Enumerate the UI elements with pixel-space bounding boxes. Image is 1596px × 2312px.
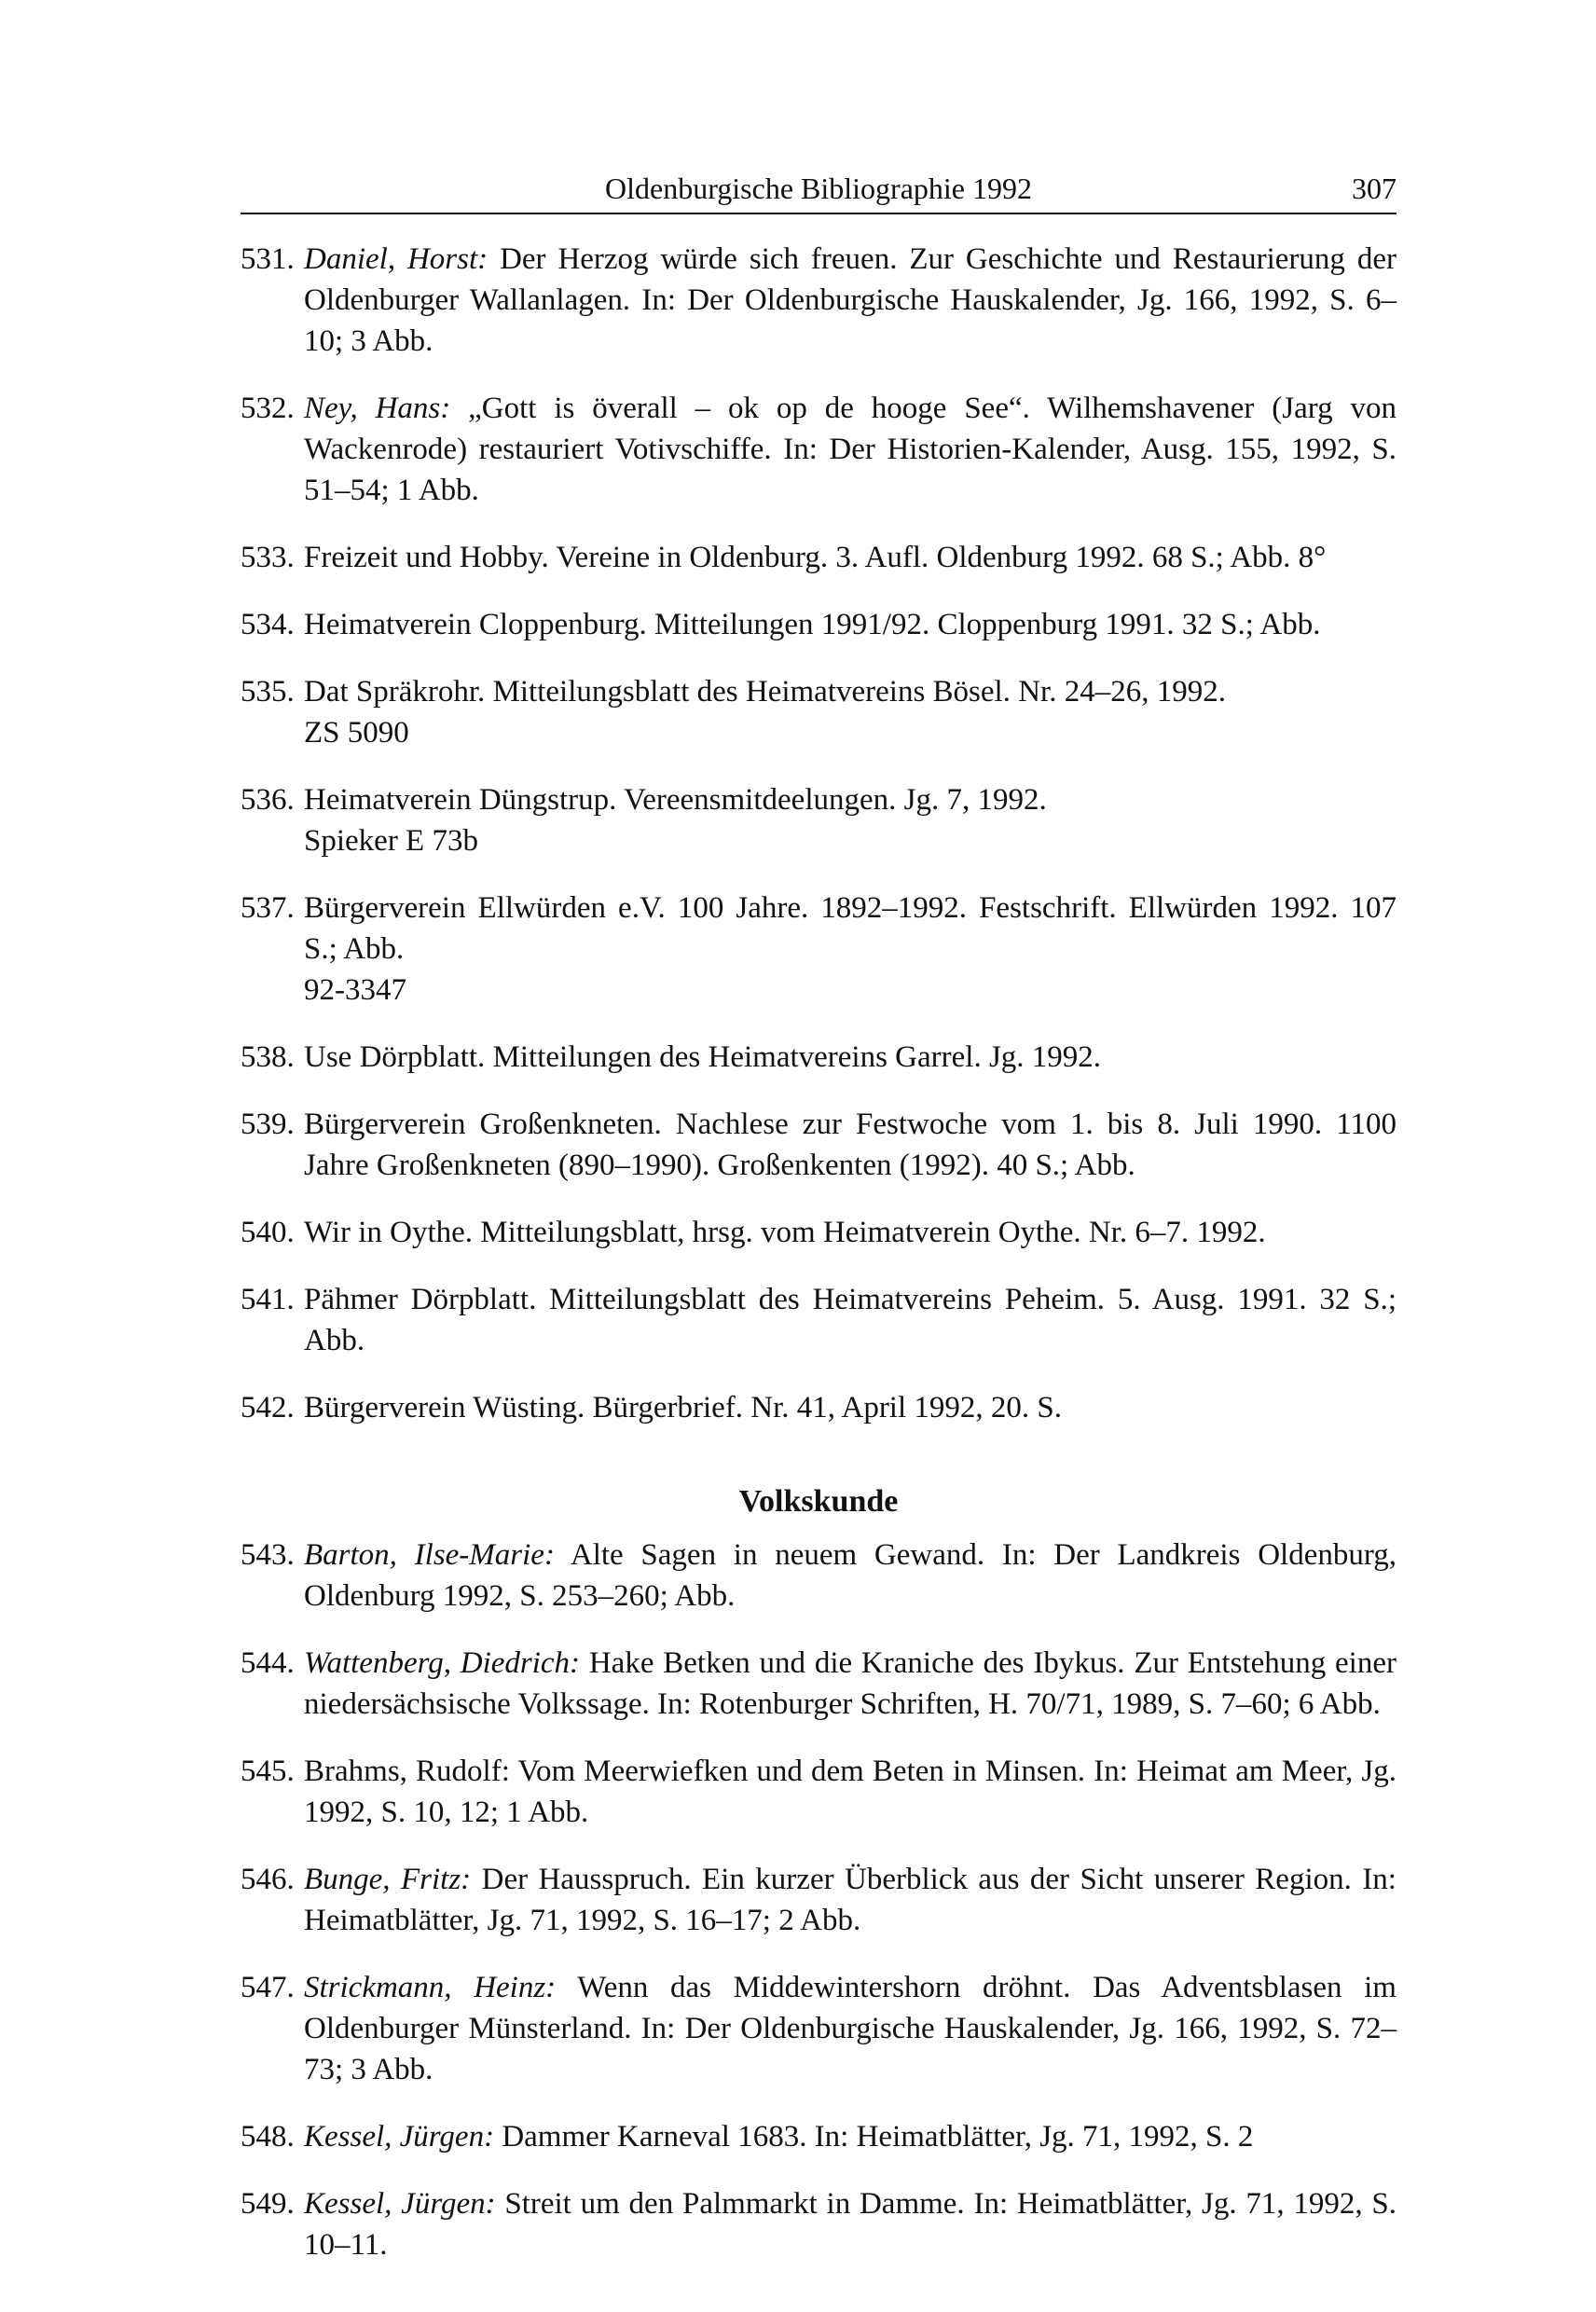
- bibliography-entry: [241, 604, 1396, 645]
- entry-number: 531.: [241, 242, 295, 276]
- entry-text: Dammer Karneval 1683. In: Heimatblätter, Jg. 71, 1992, S. 2: [494, 2120, 1254, 2154]
- entry-text: Freizeit und Hobby. Vereine in Oldenburg. 3. Aufl. Oldenburg 1992. 68 S.; Abb. 8°: [304, 541, 1327, 574]
- bibliography-entry: [241, 1967, 1396, 2090]
- entry-number: 549.: [241, 2187, 295, 2221]
- entry-number: 534.: [241, 608, 295, 641]
- bibliography-entry: [241, 1859, 1396, 1941]
- entry-text: Dat Spräkrohr. Mitteilungsblatt des Heimatvereins Bösel. Nr. 24–26, 1992.: [304, 675, 1226, 709]
- entry-body: [304, 1971, 1396, 2086]
- entry-body: [304, 392, 1396, 507]
- entry-author: Kessel, Jürgen:: [304, 2120, 495, 2154]
- entry-text: Pähmer Dörpblatt. Mitteilungsblatt des Heimatvereins Peheim. 5. Ausg. 1991. 32 S.; Abb.: [304, 1283, 1396, 1357]
- entry-body: [304, 242, 1396, 358]
- entry-author: Wattenberg, Diedrich:: [304, 1646, 581, 1680]
- entry-author: Strickmann, Heinz:: [304, 1971, 557, 2004]
- entry-text: Bürgerverein Ellwürden e.V. 100 Jahre. 1892–1992. Festschrift. Ellwürden 1992. 107 S.; Abb.: [304, 891, 1396, 966]
- running-head-title: Oldenburgische Bibliographie 1992: [605, 172, 1032, 205]
- entry-number: 542.: [241, 1391, 295, 1424]
- entry-number: 548.: [241, 2120, 295, 2154]
- entry-text: „Gott is överall – ok op de hooge See“. Wilhemshavener (Jarg von Wackenrode) restauriert Votivschiffe. In: Der Historien-Kalender, Ausg. 155, 1992, S. 51–54; 1 Abb.: [304, 392, 1396, 507]
- running-head: [241, 168, 1396, 214]
- entry-signature: 92-3347: [304, 973, 406, 1007]
- entry-body: [304, 891, 1396, 966]
- bibliography-entry: [241, 1751, 1396, 1833]
- bibliography-entry: [241, 537, 1396, 578]
- bibliography-entry: [241, 1387, 1396, 1428]
- entry-author: Ney, Hans:: [304, 392, 451, 425]
- entry-text: Heimatverein Düngstrup. Vereensmitdeelungen. Jg. 7, 1992.: [304, 783, 1047, 817]
- entry-signature: Spieker E 73b: [304, 824, 478, 858]
- entries-list-a: [241, 239, 1396, 1428]
- entry-body: [304, 1391, 1062, 1424]
- bibliography-entry: [241, 1534, 1396, 1617]
- bibliography-entry: [241, 1212, 1396, 1253]
- entry-number: 544.: [241, 1646, 295, 1680]
- entry-number: 545.: [241, 1755, 295, 1788]
- bibliography-entry: [241, 1279, 1396, 1361]
- entry-number: 546.: [241, 1863, 295, 1896]
- bibliography-entry: [241, 2183, 1396, 2265]
- entry-body: [304, 1040, 1101, 1074]
- entry-number: 535.: [241, 675, 295, 709]
- entry-author: Kessel, Jürgen:: [304, 2187, 496, 2221]
- bibliography-entry: [241, 888, 1396, 1011]
- entry-text: Bürgerverein Wüsting. Bürgerbrief. Nr. 41, April 1992, 20. S.: [304, 1391, 1062, 1424]
- bibliography-entry: [241, 388, 1396, 511]
- entry-text: Wenn das Middewintershorn dröhnt. Das Adventsblasen im Oldenburger Münsterland. In: Der Oldenburgische Hauskalender, Jg. 166, 1992, S. 72–73; 3 Abb.: [304, 1971, 1396, 2086]
- entry-body: [304, 2187, 1396, 2262]
- entry-body: [304, 1646, 1396, 1721]
- bibliography-entry: [241, 671, 1396, 753]
- entry-text: Heimatverein Cloppenburg. Mitteilungen 1991/92. Cloppenburg 1991. 32 S.; Abb.: [304, 608, 1321, 641]
- entry-number: 539.: [241, 1108, 295, 1141]
- entry-number: 538.: [241, 1040, 295, 1074]
- entry-body: [304, 2120, 1253, 2154]
- bibliography-entry: [241, 1037, 1396, 1078]
- entry-body: [304, 1863, 1396, 1937]
- entry-text: Use Dörpblatt. Mitteilungen des Heimatvereins Garrel. Jg. 1992.: [304, 1040, 1102, 1074]
- entry-text: Wir in Oythe. Mitteilungsblatt, hrsg. vom Heimatverein Oythe. Nr. 6–7. 1992.: [304, 1216, 1266, 1249]
- entry-number: 543.: [241, 1538, 295, 1572]
- bibliography-entry: [241, 1643, 1396, 1725]
- entry-author: Daniel, Horst:: [304, 242, 488, 276]
- entry-number: 533.: [241, 541, 295, 574]
- entry-body: [304, 608, 1320, 641]
- bibliography-entry: [241, 239, 1396, 362]
- entry-body: [304, 1755, 1396, 1829]
- entry-number: 536.: [241, 783, 295, 817]
- entry-number: 540.: [241, 1216, 295, 1249]
- entry-text: Streit um den Palmmarkt in Damme. In: Heimatblätter, Jg. 71, 1992, S. 10–11.: [304, 2187, 1396, 2262]
- entry-body: [304, 1216, 1266, 1249]
- entry-text: Der Hausspruch. Ein kurzer Überblick aus der Sicht unserer Region. In: Heimatblätter, Jg. 71, 1992, S. 16–17; 2 Abb.: [304, 1863, 1396, 1937]
- page-number: 307: [1352, 172, 1396, 205]
- bibliography-entry: [241, 2116, 1396, 2157]
- section-heading: Volkskunde: [738, 1484, 899, 1519]
- entry-text: Alte Sagen in neuem Gewand. In: Der Landkreis Oldenburg, Oldenburg 1992, S. 253–260; Abb.: [304, 1538, 1396, 1613]
- entry-text: Hake Betken und die Kraniche des Ibykus. Zur Entstehung einer niedersächsische Volkssage. In: Rotenburger Schriften, H. 70/71, 1989, S. 7–60; 6 Abb.: [304, 1646, 1396, 1721]
- entry-text: Brahms, Rudolf: Vom Meerwiefken und dem Beten in Minsen. In: Heimat am Meer, Jg. 1992, S. 10, 12; 1 Abb.: [304, 1755, 1396, 1829]
- entry-number: 537.: [241, 891, 295, 925]
- entry-body: [304, 541, 1326, 574]
- entry-author: Barton, Ilse-Marie:: [304, 1538, 555, 1572]
- entries-list-b: [241, 1534, 1396, 2265]
- entry-number: 532.: [241, 392, 295, 425]
- page: [241, 168, 1396, 2291]
- entry-body: [304, 675, 1226, 709]
- entry-number: 541.: [241, 1283, 295, 1316]
- entry-author: Bunge, Fritz:: [304, 1863, 472, 1896]
- entry-body: [304, 1108, 1396, 1182]
- entry-text: Der Herzog würde sich freuen. Zur Geschichte und Restaurierung der Oldenburger Wallanlagen. In: Der Oldenburgische Hauskalender, Jg. 166, 1992, S. 6–10; 3 Abb.: [304, 242, 1396, 358]
- bibliography-entry: [241, 1104, 1396, 1186]
- entry-number: 547.: [241, 1971, 295, 2004]
- entry-body: [304, 1538, 1396, 1613]
- entry-body: [304, 783, 1047, 817]
- entry-body: [304, 1283, 1396, 1357]
- entry-signature: ZS 5090: [304, 716, 409, 750]
- entry-text: Bürgerverein Großenkneten. Nachlese zur Festwoche vom 1. bis 8. Juli 1990. 1100 Jahre Großenkneten (890–1990). Großenkenten (1992). 40 S.; Abb.: [304, 1108, 1396, 1182]
- bibliography-entry: [241, 779, 1396, 861]
